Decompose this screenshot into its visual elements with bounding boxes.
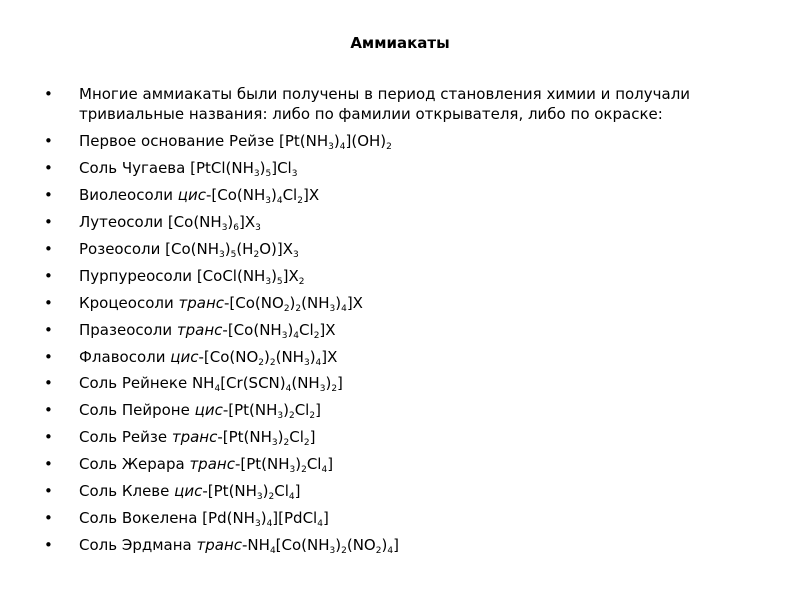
item-text (79, 213, 261, 234)
text-segment: Cl (306, 455, 322, 474)
subscript: 2 (386, 142, 392, 153)
text-segment: ) (277, 428, 284, 447)
list-item (44, 158, 764, 178)
slide-title: Аммиакаты (350, 34, 450, 52)
item-text (79, 374, 343, 395)
list-item (44, 481, 764, 501)
bullet-icon: • (44, 186, 53, 205)
subscript: 2 (375, 545, 382, 556)
item-text (79, 536, 399, 554)
text-segment: -[Pt(NH (217, 428, 272, 447)
text-segment: ] (315, 401, 321, 420)
subscript: 4 (288, 491, 295, 502)
text-segment: Cl (299, 320, 314, 339)
text-segment: Cl (289, 428, 304, 447)
text-segment: Соль Рейзе (79, 428, 172, 447)
subscript: 3 (265, 276, 272, 287)
item-text (79, 321, 336, 339)
bullet-icon: • (44, 535, 53, 554)
subscript: 2 (288, 411, 295, 422)
text-segment: -[Co(NH (222, 320, 282, 339)
list-item (44, 427, 764, 447)
subscript: 2 (258, 357, 264, 368)
subscript: 3 (329, 303, 336, 314)
text-segment: Соль Пейроне (79, 401, 195, 420)
subscript: 2 (309, 411, 316, 422)
item-text (79, 509, 329, 527)
italic-prefix: транс (171, 428, 218, 447)
bullet-icon: • (44, 508, 53, 527)
list-item (44, 400, 764, 420)
text-segment: Пурпуреосоли [CoCl(NH (79, 266, 266, 285)
text-segment: ] (327, 455, 334, 474)
text-segment: ) (333, 132, 340, 151)
subscript: 3 (253, 169, 260, 180)
text-segment: -[Pt(NH (202, 481, 257, 500)
subscript: 3 (328, 142, 334, 153)
subscript: 4 (276, 196, 283, 207)
bullet-icon: • (44, 481, 53, 500)
text-segment: Лутеосоли [Co(NH (79, 213, 222, 232)
subscript: 4 (315, 357, 322, 368)
text-segment: ] (309, 428, 316, 447)
subscript: 4 (387, 545, 394, 556)
subscript: 3 (291, 169, 298, 180)
item-text (79, 401, 321, 422)
item-text (79, 85, 690, 123)
text-segment: ]X (239, 213, 256, 232)
text-segment: -[Co(NH (205, 186, 266, 205)
text-segment: ][PdCl (272, 508, 318, 527)
bullet-icon: • (44, 428, 53, 447)
subscript: 5 (276, 276, 283, 287)
text-segment: ]Cl (271, 159, 292, 178)
list-item (44, 347, 764, 367)
bullet-icon: • (44, 85, 53, 103)
subscript: 2 (303, 438, 310, 449)
bullet-list (44, 84, 764, 562)
subscript: 3 (303, 357, 310, 368)
text-segment: ) (325, 374, 332, 393)
text-segment: Соль Рейнеке NH (79, 374, 215, 393)
text-segment: Cl (282, 186, 298, 205)
subscript: 2 (283, 438, 290, 449)
list-item (44, 373, 764, 393)
subscript: 3 (277, 411, 284, 422)
subscript: 3 (219, 249, 225, 260)
subscript: 4 (321, 465, 328, 476)
text-segment: ]X (319, 320, 336, 339)
text-segment: ) (259, 159, 266, 178)
text-segment: ) (381, 535, 388, 554)
text-segment: (H (236, 239, 254, 258)
text-segment: ) (289, 293, 296, 312)
bullet-icon: • (44, 320, 53, 339)
text-segment: -[Pt(NH (222, 401, 278, 420)
item-text (79, 455, 334, 476)
item-text (79, 159, 298, 180)
list-item (44, 535, 764, 555)
italic-prefix: цис (174, 481, 203, 500)
italic-prefix: транс (176, 320, 223, 339)
italic-prefix: транс (178, 293, 225, 312)
subscript: 4 (214, 384, 221, 395)
subscript: 4 (339, 142, 346, 153)
text-segment: ) (264, 347, 270, 366)
bullet-icon: • (44, 132, 53, 151)
subscript: 4 (285, 384, 292, 395)
subscript: 2 (253, 249, 260, 260)
subscript: 4 (266, 518, 273, 529)
subscript: 2 (297, 196, 303, 207)
text-segment: (NH (291, 374, 320, 393)
text-segment: Соль Вокелена [Pd(NH (79, 508, 255, 527)
text-segment: ) (227, 213, 234, 232)
text-segment: ]X (302, 186, 320, 205)
text-segment: [Cr(SCN) (220, 374, 286, 393)
text-segment: O)]X (259, 239, 293, 258)
text-segment: ) (309, 347, 316, 366)
subscript: 2 (313, 330, 320, 341)
subscript: 2 (283, 303, 290, 314)
text-segment: -NH (242, 535, 270, 554)
text-segment: ) (270, 186, 277, 205)
text-segment: Празеосоли (79, 320, 177, 339)
subscript: 4 (269, 545, 276, 556)
subscript: 3 (289, 465, 296, 476)
subscript: 5 (265, 169, 272, 180)
text-segment: ]X (321, 347, 338, 366)
subscript: 3 (281, 330, 288, 341)
bullet-icon: • (44, 266, 53, 285)
text-segment: Многие аммиакаты были получены в период становления химии и получали тривиальные названия: либо по фамилии открывателя, либо по окраске: (79, 85, 691, 123)
text-segment: Соль Жерара (79, 455, 190, 474)
subscript: 2 (268, 491, 275, 502)
text-segment: ]X (282, 266, 299, 285)
list-item (44, 293, 764, 313)
text-segment: (NH (301, 293, 330, 312)
list-item (44, 266, 764, 286)
bullet-icon: • (44, 213, 53, 232)
text-segment: ) (287, 320, 294, 339)
subscript: 4 (341, 303, 347, 314)
text-segment: ](OH) (345, 132, 387, 151)
item-text (79, 428, 316, 449)
text-segment: Соль Чугаева [PtCl(NH (79, 159, 254, 178)
bullet-icon: • (44, 159, 53, 178)
text-segment: ) (335, 535, 342, 554)
subscript: 2 (295, 303, 302, 314)
list-item (44, 131, 764, 151)
list-item (44, 454, 764, 474)
subscript: 3 (319, 384, 326, 395)
subscript: 2 (269, 357, 276, 368)
subscript: 4 (293, 330, 300, 341)
list-item (44, 239, 764, 259)
italic-prefix: цис (177, 186, 206, 205)
text-segment: ) (283, 401, 289, 420)
text-segment: ) (260, 508, 267, 527)
subscript: 3 (254, 518, 261, 529)
list-item (44, 212, 764, 232)
text-segment: ) (335, 293, 342, 312)
text-segment: ) (295, 455, 302, 474)
subscript: 3 (293, 249, 299, 260)
text-segment: Соль Эрдмана (79, 535, 197, 554)
text-segment: -[Pt(NH (234, 455, 290, 474)
text-segment: Кроцеосоли (79, 293, 179, 312)
text-segment: Соль Клеве (79, 481, 175, 500)
subscript: 6 (233, 223, 240, 234)
text-segment: Cl (274, 481, 289, 500)
text-segment: ) (262, 481, 269, 500)
text-segment: (NH (275, 347, 304, 366)
bullet-icon: • (44, 401, 53, 420)
text-segment: -[Co(NO (198, 347, 259, 366)
subscript: 3 (255, 223, 261, 234)
subscript: 3 (221, 223, 228, 234)
text-segment: ]X (346, 293, 363, 312)
text-segment: -[Co(NO (224, 293, 284, 312)
text-segment: Флавосоли (79, 347, 171, 366)
bullet-icon: • (44, 293, 53, 312)
subscript: 4 (317, 518, 323, 529)
subscript: 3 (271, 438, 278, 449)
list-item (44, 508, 764, 528)
item-text (79, 482, 301, 500)
item-text (79, 267, 305, 285)
bullet-icon: • (44, 347, 53, 366)
italic-prefix: транс (189, 455, 235, 474)
item-text (79, 240, 299, 258)
text-segment: ) (224, 239, 231, 258)
bullet-icon: • (44, 455, 53, 474)
subscript: 3 (329, 545, 336, 556)
list-item (44, 84, 764, 124)
italic-prefix: цис (194, 401, 223, 420)
bullet-icon: • (44, 239, 53, 258)
text-segment: Первое основание Рейзе [Pt(NH (79, 132, 329, 151)
subscript: 2 (341, 545, 347, 556)
italic-prefix: транс (196, 535, 243, 554)
bullet-icon: • (44, 374, 53, 393)
subscript: 2 (331, 384, 338, 395)
subscript: 5 (230, 249, 237, 260)
italic-prefix: цис (170, 347, 199, 366)
text-segment: (NO (346, 535, 376, 554)
text-segment: Cl (294, 401, 310, 420)
list-item (44, 185, 764, 205)
subscript: 2 (298, 276, 305, 287)
subscript: 3 (265, 196, 271, 207)
list-item (44, 320, 764, 340)
item-text (79, 294, 363, 312)
text-segment: ] (393, 535, 399, 554)
item-text (79, 348, 337, 366)
subscript: 3 (256, 491, 263, 502)
text-segment: ] (322, 508, 329, 527)
item-text (79, 186, 320, 207)
text-segment: Розеосоли [Co(NH (79, 239, 219, 258)
subscript: 2 (301, 465, 307, 476)
text-segment: ) (271, 266, 277, 285)
text-segment: ] (337, 374, 343, 393)
item-text (79, 132, 392, 153)
text-segment: Виолеосоли (79, 186, 178, 205)
text-segment: [Co(NH (275, 535, 330, 554)
text-segment: ] (294, 481, 301, 500)
